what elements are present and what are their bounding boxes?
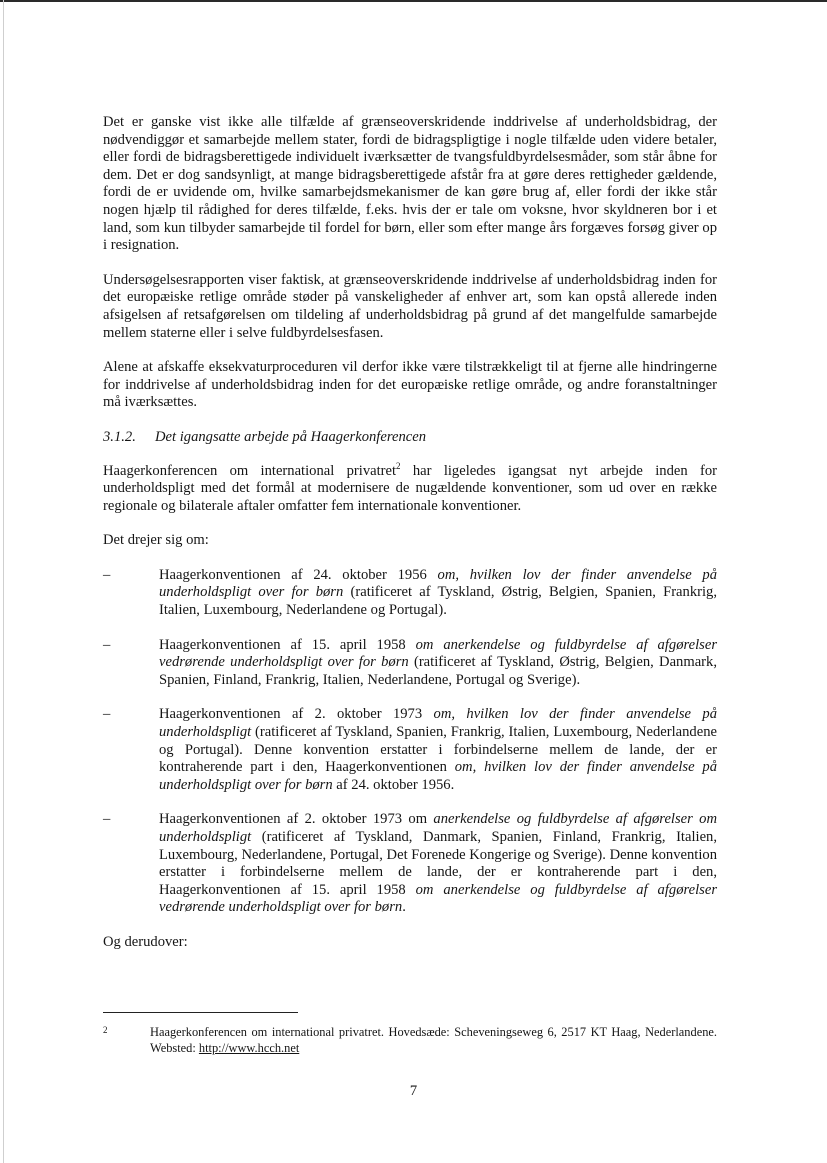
footnote-link[interactable]: http://www.hcch.net: [198, 1040, 300, 1055]
paragraph-3: Alene at afskaffe eksekvaturproceduren vil derfor ikke være tilstrækkeligt til at fjerne alle hindringerne for inddrivelse af underholdsbidrag inden for det europæiske retlige område, og andre foranstaltninger må iværksættes.: [103, 359, 717, 411]
convention-end: .: [402, 899, 406, 916]
footnote-text: [150, 1025, 717, 1056]
list-item: [103, 811, 717, 917]
footnote-reference[interactable]: 2: [396, 460, 401, 471]
list-item-text: [159, 811, 717, 917]
convention-name: Haagerkonventionen af 2. oktober 1973 om: [159, 811, 434, 828]
list-item-text: [159, 637, 717, 690]
convention-details: (ratificeret af Tyskland, Spanien, Frankrig, Italien, Luxembourg, Nederlandene og Portugal). Denne konvention erstatter i forbindelserne mellem de lande, der er kontraherende part i den, Haagerkonventionen: [159, 724, 717, 776]
list-dash: –: [103, 566, 111, 583]
list-dash: –: [103, 636, 111, 653]
convention-title: om, hvilken lov der finder anvendelse på underholdspligt over for børn: [159, 566, 718, 601]
scan-left-edge: [3, 0, 4, 1163]
footnote: [103, 1025, 717, 1056]
convention-name: Haagerkonventionen af 2. oktober 1973: [159, 706, 434, 723]
page-number: 7: [409, 1083, 418, 1099]
footnote-body: Haagerkonferencen om international privatret. Hovedsæde: Scheveningseweg 6, 2517 KT Haag, Nederlandene. Websted:: [150, 1025, 717, 1055]
convention-title-referenced: om anerkendelse og fuldbyrdelse af afgørelser vedrørende underholdspligt over for børn: [159, 881, 717, 916]
scan-top-edge: [0, 0, 827, 2]
list-item: [103, 567, 717, 620]
convention-title-referenced: om, hvilken lov der finder anvendelse på underholdspligt over for børn: [159, 759, 717, 793]
list-item: [103, 637, 717, 690]
paragraph-6: Og derudover:: [103, 933, 188, 950]
paragraph-1: Det er ganske vist ikke alle tilfælde af grænseoverskridende inddrivelse af underholdsbidrag, der nødvendiggør et samarbejde mellem stater, fordi de bidragspligtige i nogle tilfælde uden videre betaler, eller fordi de bidragsberettigede individuelt iværksætter de tvangsfuldbyrdelsesmåder, som står åbne for dem. Det er dog sandsynligt, at mange bidragsberettigede afstår fra at gøre deres rettigheder gældende, fordi de er uvidende om, hvilke samarbejdsmekanismer de kan gøre brug af, eller fordi der ikke står nogen hjælp til rådighed for deres tilfælde, f.eks. hvis der er tale om voksne, hvor skyldneren bor i et land, som kun tilbyder samarbejde til fordel for børn, eller som efter mange års forgæves forsøg giver op i resignation.: [103, 114, 717, 254]
list-item: [103, 706, 717, 794]
paragraph-5: Det drejer sig om:: [103, 532, 209, 549]
convention-details: (ratificeret af Tyskland, Danmark, Spanien, Finland, Frankrig, Italien, Luxembourg, Nederlandene, Portugal, Det Forenede Kongerige og Sverige). Denne konvention erstatter i forbindelserne mellem de lande, der er kontraherende part i den, Haagerkonventionen af 15. april 1958: [159, 829, 717, 898]
convention-details: (ratificeret af Tyskland, Østrig, Belgien, Danmark, Spanien, Finland, Frankrig, Italien, Nederlandene, Portugal og Sverige).: [159, 654, 717, 688]
convention-name: Haagerkonventionen af 15. april 1958: [159, 636, 416, 653]
paragraph-4-start: Haagerkonferencen om international privatret: [103, 462, 397, 479]
paragraph-4-rest: har ligeledes igangsat nyt arbejde inden for underholdspligt med det formål at modernisere de nugældende konventioner, som ud over en række regionale og bilaterale aftaler omfatter fem internationale konventioner.: [103, 462, 717, 514]
footnote-separator: [103, 1012, 298, 1013]
list-dash: –: [103, 811, 111, 828]
convention-name: Haagerkonventionen af 24. oktober 1956: [159, 566, 438, 583]
convention-title: om, hvilken lov der finder anvendelse på underholdspligt: [159, 706, 718, 741]
list-item-text: [159, 706, 717, 794]
section-number: 3.1.2.: [103, 428, 136, 445]
list-dash: –: [103, 706, 111, 723]
footnote-number: 2: [103, 1025, 108, 1035]
convention-title: anerkendelse og fuldbyrdelse af afgørelser om underholdspligt: [159, 811, 718, 845]
paragraph-4: [103, 460, 717, 516]
convention-title: om anerkendelse og fuldbyrdelse af afgørelser vedrørende underholdspligt over for børn: [159, 636, 717, 671]
paragraph-2: Undersøgelsesrapporten viser faktisk, at grænseoverskridende inddrivelse af underholdsbidrag inden for det europæiske retlige område støder på vanskeligheder af enhver art, som kan opstå allerede inden afsigelsen af retsafgørelsen om tildeling af underholdsbidrag på grund af det mangelfulde samarbejde mellem staterne eller i selve fuldbyrdelsesfasen.: [103, 271, 717, 341]
section-title: Det igangsatte arbejde på Haagerkonferencen: [155, 428, 426, 445]
section-heading: [103, 429, 717, 447]
convention-details: (ratificeret af Tyskland, Østrig, Belgien, Spanien, Frankrig, Italien, Luxembourg, Nederlandene og Portugal).: [159, 584, 717, 619]
convention-date: af 24. oktober 1956.: [332, 776, 455, 793]
page-body: [103, 114, 717, 969]
list-item-text: [159, 567, 717, 620]
